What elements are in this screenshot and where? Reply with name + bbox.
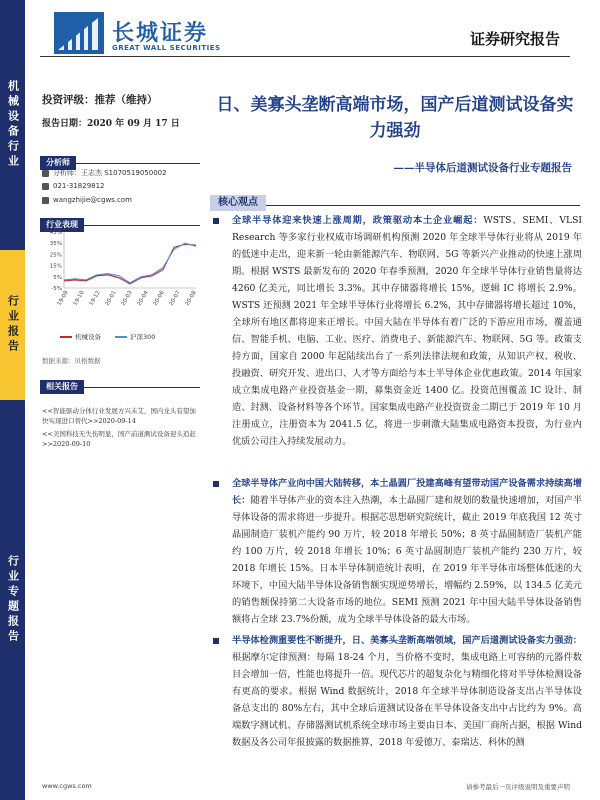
paragraph-3-lead: 半导体检测重要性不断提升，日、美寡头垄断高端领域，国产后道测试设备实力强劲：: [232, 635, 582, 646]
core-paragraph-3: [232, 632, 582, 780]
bullet-icon: [213, 218, 219, 224]
footer-url[interactable]: www.cgws.com: [42, 782, 92, 790]
sidebar-industry: [0, 0, 25, 250]
industry-performance-chart: [40, 226, 200, 326]
x-tick-label: 20-08: [184, 290, 198, 307]
legend-label-0: 机械设备: [75, 333, 101, 341]
sidebar: [0, 0, 25, 800]
core-views-heading-label: 核心观点: [210, 195, 266, 211]
related-reports-list: [42, 406, 198, 452]
analyst-heading: [40, 150, 200, 167]
x-tick-label: 20-01: [104, 290, 118, 307]
core-paragraph-1: [232, 212, 582, 450]
related-heading-label: 相关报告: [40, 380, 84, 394]
y-tick-label: 15%: [49, 263, 62, 270]
y-tick-label: 45%: [49, 230, 62, 236]
logo-icon: [54, 12, 104, 54]
related-report-link[interactable]: <<美国科技无失伤明显，国产前道测试设备迎头追赶>>2020-09-10: [42, 430, 196, 449]
core-views-heading: [210, 190, 580, 206]
chart-heading-label: 行业表现: [40, 218, 84, 232]
sidebar-industry-label: 机械设备行业: [6, 80, 20, 170]
y-tick-label: 25%: [49, 252, 62, 259]
company-logo: [54, 12, 234, 60]
series-line-1: [64, 243, 196, 283]
report-type-title: 证券研究报告: [469, 30, 560, 48]
analyst-phone: [42, 182, 105, 190]
analyst-email-text[interactable]: wangzhijie@cgws.com: [53, 196, 132, 204]
paragraph-1-lead: 全球半导体迎来快速上涨周期，政策驱动本土企业崛起：: [232, 215, 484, 226]
email-icon: [42, 197, 49, 204]
footer-disclaimer: 请参考最后一页评级说明及重要声明: [466, 783, 570, 791]
legend-swatch-1: [115, 336, 127, 338]
paragraph-1-text: WSTS、SEMI、VLSI Research 等多家行业权威市场调研机构预测 2020 年全球半导体行业将从 2019 年的低迷中走出，迎来新一轮由新能源汽车、物联网、5G 等新兴产业推动的快速上涨周期。根据 WSTS 最新发布的 2020 年春季预测，2020 年全球半导体行业销售量将达 4260 亿美元，同比增长 3.3%。其中存储器将增长 15%，逻辑 IC 将增长 2.9%。WSTS 还预测 2021 年全球半导体行业将增长 6.2%，其中存储器将增长超过 10%，全球所有地区都将迎来正增长。中国大陆在半导体有着广泛的下游应用市场，覆盖通信、智能手机、电脑、工业、医疗、消费电子、新能源汽车、物联网、5G 等。政策支持方面，国家自 2000 年起陆续出台了一系列法律法规和政策，从知识产权、税收、投融资、研究开发、进出口、人才等方面给与本土半导体企业优惠政策。2014 年国家成立集成电路产业投资基金一期，募集资金近 1400 亿。投资范围覆盖 IC 设计、制造、封测、设备材料等各个环节。国家集成电路产业投资资金二期已于 2019 年 10 月注册成立，注册资本为 2041.5 亿，将进一步刺激大陆集成电路资本投资，为行业内优质公司注入持续发展动力。: [232, 215, 583, 447]
paragraph-2-text: 随着半导体产业的资本注入热潮，本土晶圆厂建和规划的数量快速增加，对国产半导体设备的需求将进一步提升。根据芯思想研究院统计，截止 2019 年底我国 12 英寸晶圆制造厂装机产能约 90 万片，较 2018 年增长 50%；8 英寸晶圆制造厂装机产能约 100 万片，较 2018 年增长 10%；6 英寸晶圆制造厂装机产能约 230 万片，较 2018 年增长 15%。日本半导体制造统计表明，在 2019 年半导体市场整体低迷的大环境下，中国大陆半导体设备销售额实现逆势增长，增幅约 2.59%，以 134.5 亿美元的销售额保持第二大设备市场的地位。SEMI 预测 2021 年中国大陆半导体设备销售额将占全球 23.7%份额，成为全球半导体设备的最大市场。: [232, 495, 583, 625]
legend-swatch-0: [60, 336, 72, 338]
phone-icon: [42, 183, 49, 190]
legend-item-series-1: [115, 332, 155, 341]
person-icon: [42, 170, 49, 177]
x-tick-label: 20-07: [168, 290, 182, 307]
paragraph-2-lead: 全球半导体产业向中国大陆转移，本土晶圆厂投建高峰有望带动国产设备需求持续高增长：: [232, 478, 582, 506]
core-paragraph-2: [232, 475, 582, 628]
sidebar-report-subtype-label: 行业专题报告: [6, 555, 20, 645]
analyst-phone-text: 021-31829812: [53, 182, 105, 190]
analyst-heading-label: 分析师: [40, 156, 76, 170]
report-subtitle: ——半导体后道测试设备行业专题报告: [393, 162, 572, 174]
analyst-email[interactable]: [42, 196, 132, 204]
logo-name-cn: 长城证券: [112, 21, 209, 46]
x-tick-label: 19-09: [56, 290, 70, 307]
chart-source: 数据来源：贝格数据: [42, 357, 101, 365]
x-tick-label: 20-04: [136, 290, 150, 307]
y-tick-label: -5%: [51, 286, 62, 292]
analyst-name-text: 分析师：王志杰 S1070519050002: [53, 169, 167, 177]
report-title: 日、美寡头垄断高端市场，国产后道测试设备实力强劲: [216, 95, 574, 142]
report-date: 报告日期：2020 年 09 月 17 日: [42, 119, 180, 129]
sidebar-report-type-label: 行业报告: [6, 295, 20, 355]
series-line-0: [64, 244, 196, 284]
logo-name-en: GREAT WALL SECURITIES: [112, 44, 221, 52]
x-tick-label: 19-10: [72, 290, 86, 307]
x-tick-label: 20-03: [120, 290, 134, 307]
bullet-icon: [213, 481, 219, 487]
chart-heading: [40, 212, 200, 229]
related-report-link[interactable]: <<智能驱动分体行业发展方兴未艾，国内龙头有望加快实现进口替代>>2020-09-14: [42, 407, 196, 426]
sidebar-report-type: [0, 250, 25, 400]
x-tick-label: 19-12: [88, 290, 102, 307]
investment-rating: 投资评级：推荐（维持）: [42, 94, 158, 106]
x-tick-label: 20-06: [152, 290, 166, 307]
analyst-name: [42, 168, 167, 178]
related-heading: [40, 374, 200, 391]
legend-item-series-0: [60, 332, 101, 341]
chart-legend: [60, 332, 155, 341]
sidebar-report-subtype: [0, 400, 25, 800]
y-tick-label: 35%: [49, 241, 62, 248]
header-divider: [40, 56, 570, 57]
legend-label-1: 沪深300: [130, 333, 156, 341]
bullet-icon: [213, 638, 219, 644]
paragraph-3-text: 根据摩尔定律预测：每隔 18-24 个月，当价格不变时，集成电路上可容纳的元器件数目会增加一倍，性能也将提升一倍。现代芯片的超复杂化与精细化将对半导体检测设备有更高的要求。根据 Wind 数据统计，2018 年全球半导体制造设备支出占半导体设备总支出的 80%左右，其中全球后道测试设备在半导体设备支出中占比约为 9%。高端数字测试机、存储器测试机系统全球市场主要由日本、美国厂商所占据，根据 Wind 数据及各公司年报披露的数据推算，2018 年爱德万、泰瑞达、科休的测: [232, 652, 582, 748]
y-tick-label: 5%: [53, 274, 62, 281]
